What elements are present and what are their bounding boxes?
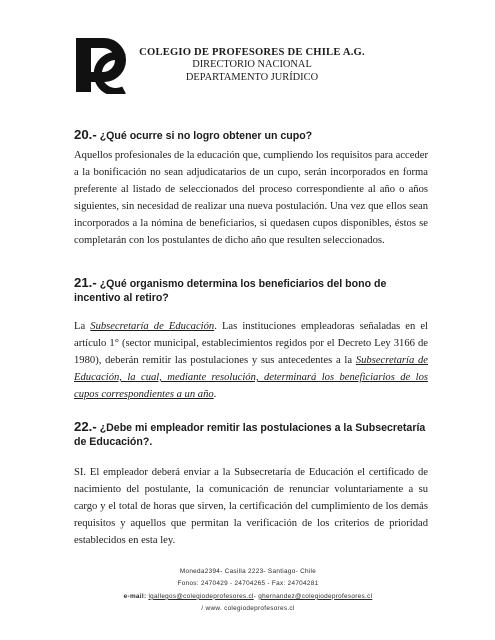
question-number: 20.- (74, 127, 97, 142)
subsecretaria-reference: Subsecretaría de Educación (90, 321, 215, 332)
answer-middle: . Las instituciones empleadoras señaladas en el artículo 1° (sector municipal, establecimientos regidos por el Decreto Ley 3166 de 1980), deberán remitir las postulaciones y sus antecedentes a la (74, 321, 428, 366)
email-link-2[interactable]: ghernandez@colegiodeprofesores.cl (258, 592, 373, 600)
letterhead (132, 46, 372, 84)
question-text: ¿Debe mi empleador remitir las postulaciones a la Subsecretaría de Educación?. (74, 422, 426, 448)
answer-20: Aquellos profesionales de la educación que, cumpliendo los requisitos para acceder a la bonificación no sean adjudicatarios de un cupo, serán incorporados en forma preferente al listado de seleccionados del proceso correspondiente al año o años siguientes, sin necesidad de realizar una nueva postulación. Una vez que ellos sean incorporados a la nómina de beneficiarios, si quedasen cupos disponibles, éstos se completarán con los postulantes de dicho año que resulten seleccionados. (74, 150, 428, 246)
footer-address: Moneda2394- Casilla 2223- Santiago- Chile (179, 568, 317, 575)
email-separator: - (253, 592, 259, 600)
page-footer (98, 566, 398, 616)
email-link-1[interactable]: lgallegos@colegiodeprofesores.cl (148, 592, 254, 600)
answer-emphasis: Subsecretaría de Educación, la cual, mediante resolución, determinará los beneficiarios de los cupos correspondientes a un año (74, 355, 428, 400)
answer-end: . (213, 389, 217, 400)
email-label: e-mail: (123, 592, 147, 600)
department-name: DEPARTAMENTO JURÍDICO (185, 71, 319, 83)
org-name: COLEGIO DE PROFESORES DE CHILE A.G. (139, 47, 365, 58)
footer-phones: Fonos: 2470429 - 24704265 - Fax: 24704281 (177, 580, 319, 588)
colegio-logo-icon (74, 36, 126, 94)
answer-prefix: La (74, 321, 91, 332)
question-text: ¿Qué ocurre si no logro obtener un cupo? (99, 130, 313, 142)
question-number: 21.- (74, 275, 97, 290)
question-20 (74, 128, 428, 143)
question-22 (74, 420, 428, 449)
question-text: ¿Qué organismo determina los beneficiarios del bono de incentivo al retiro? (74, 278, 387, 304)
question-21 (74, 276, 428, 305)
directorate-name: DIRECTORIO NACIONAL (192, 59, 312, 70)
answer-22: SI. El empleador deberá enviar a la Subsecretaría de Educación el certificado de nacimiento del postulante, la comunicación de renunciar voluntariamente a su cargo y el total de horas que sirven, la certificación del cumplimiento de los demás requisitos y aquellos que permitan la verificación de los criterios de prioridad establecidos en esta ley. (74, 467, 428, 546)
answer-21 (74, 318, 428, 403)
footer-emails (98, 591, 398, 603)
footer-website[interactable]: / www. colegiodeprofesores.cl (201, 605, 295, 613)
question-number: 22.- (74, 419, 97, 434)
